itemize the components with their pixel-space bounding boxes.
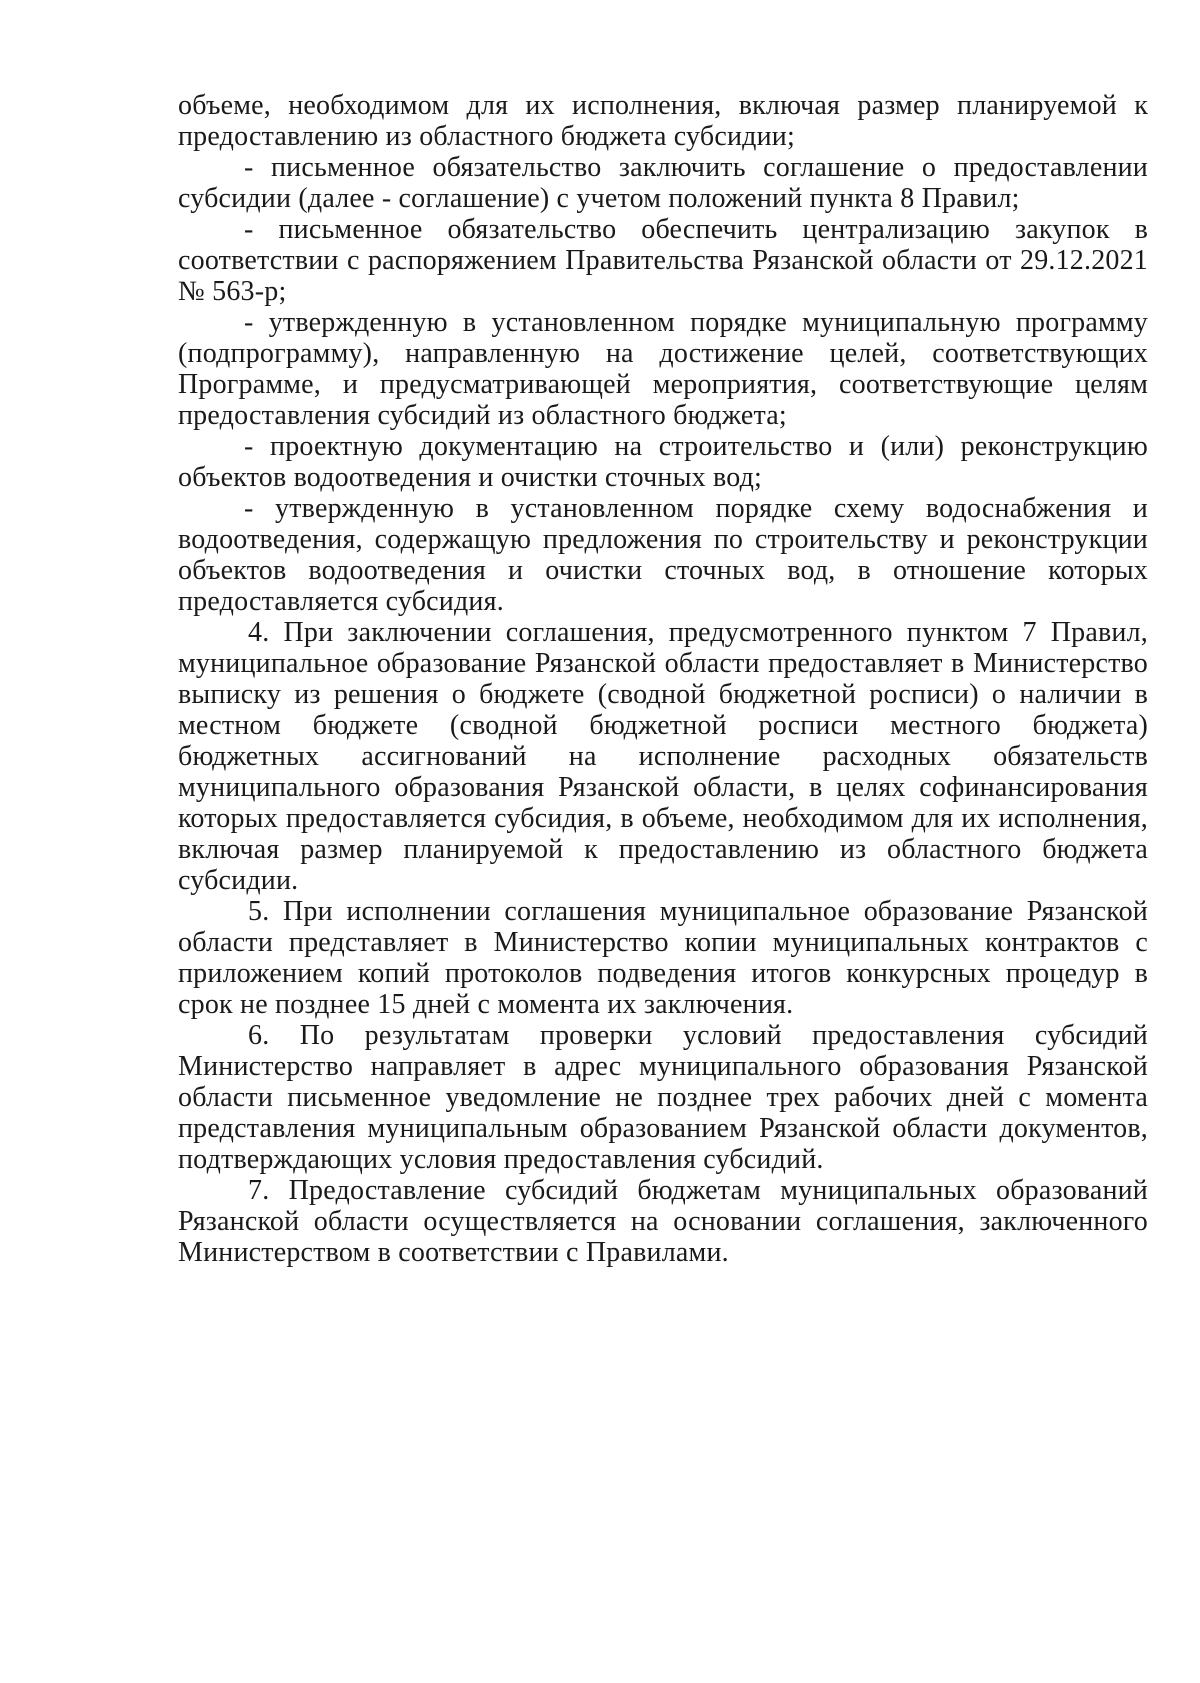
paragraph-continuation: объеме, необходимом для их исполнения, включая размер планируемой к предоставлению из областного бюджета субсидии; [178, 90, 1148, 152]
clause-5: 5. При исполнении соглашения муниципальное образование Рязанской области представляет в Министерство копии муниципальных контрактов с приложением копий протоколов подведения итогов конкурсных процедур в срок не позднее 15 дней с момента их заключения. [178, 896, 1148, 1020]
list-item-municipal-program: - утвержденную в установленном порядке муниципальную программу (подпрограмму), направленную на достижение целей, соответствующих Программе, и предусматривающей мероприятия, соответствующие целям предоставления субсидий из областного бюджета; [178, 307, 1148, 431]
clause-6: 6. По результатам проверки условий предоставления субсидий Министерство направляет в адрес муниципального образования Рязанской области письменное уведомление не позднее трех рабочих дней с момента представления муниципальным образованием Рязанской области документов, подтверждающих условия предоставления субсидий. [178, 1020, 1148, 1175]
list-item-water-scheme: - утвержденную в установленном порядке схему водоснабжения и водоотведения, содержащую предложения по строительству и реконструкции объектов водоотведения и очистки сточных вод, в отношение которых предоставляется субсидия. [178, 493, 1148, 617]
clause-7: 7. Предоставление субсидий бюджетам муниципальных образований Рязанской области осуществляется на основании соглашения, заключенного Министерством в соответствии с Правилами. [178, 1175, 1148, 1268]
list-item-obligation-agreement: - письменное обязательство заключить соглашение о предоставлении субсидии (далее - соглашение) с учетом положений пункта 8 Правил; [178, 152, 1148, 214]
document-body [178, 90, 1148, 1268]
list-item-project-documentation: - проектную документацию на строительство и (или) реконструкцию объектов водоотведения и очистки сточных вод; [178, 431, 1148, 493]
list-item-obligation-procurement: - письменное обязательство обеспечить централизацию закупок в соответствии с распоряжением Правительства Рязанской области от 29.12.2021 № 563-р; [178, 214, 1148, 307]
clause-4: 4. При заключении соглашения, предусмотренного пунктом 7 Правил, муниципальное образование Рязанской области предоставляет в Министерство выписку из решения о бюджете (сводной бюджетной росписи) о наличии в местном бюджете (сводной бюджетной росписи местного бюджета) бюджетных ассигнований на исполнение расходных обязательств муниципального образования Рязанской области, в целях софинансирования которых предоставляется субсидия, в объеме, необходимом для их исполнения, включая размер планируемой к предоставлению из областного бюджета субсидии. [178, 617, 1148, 896]
